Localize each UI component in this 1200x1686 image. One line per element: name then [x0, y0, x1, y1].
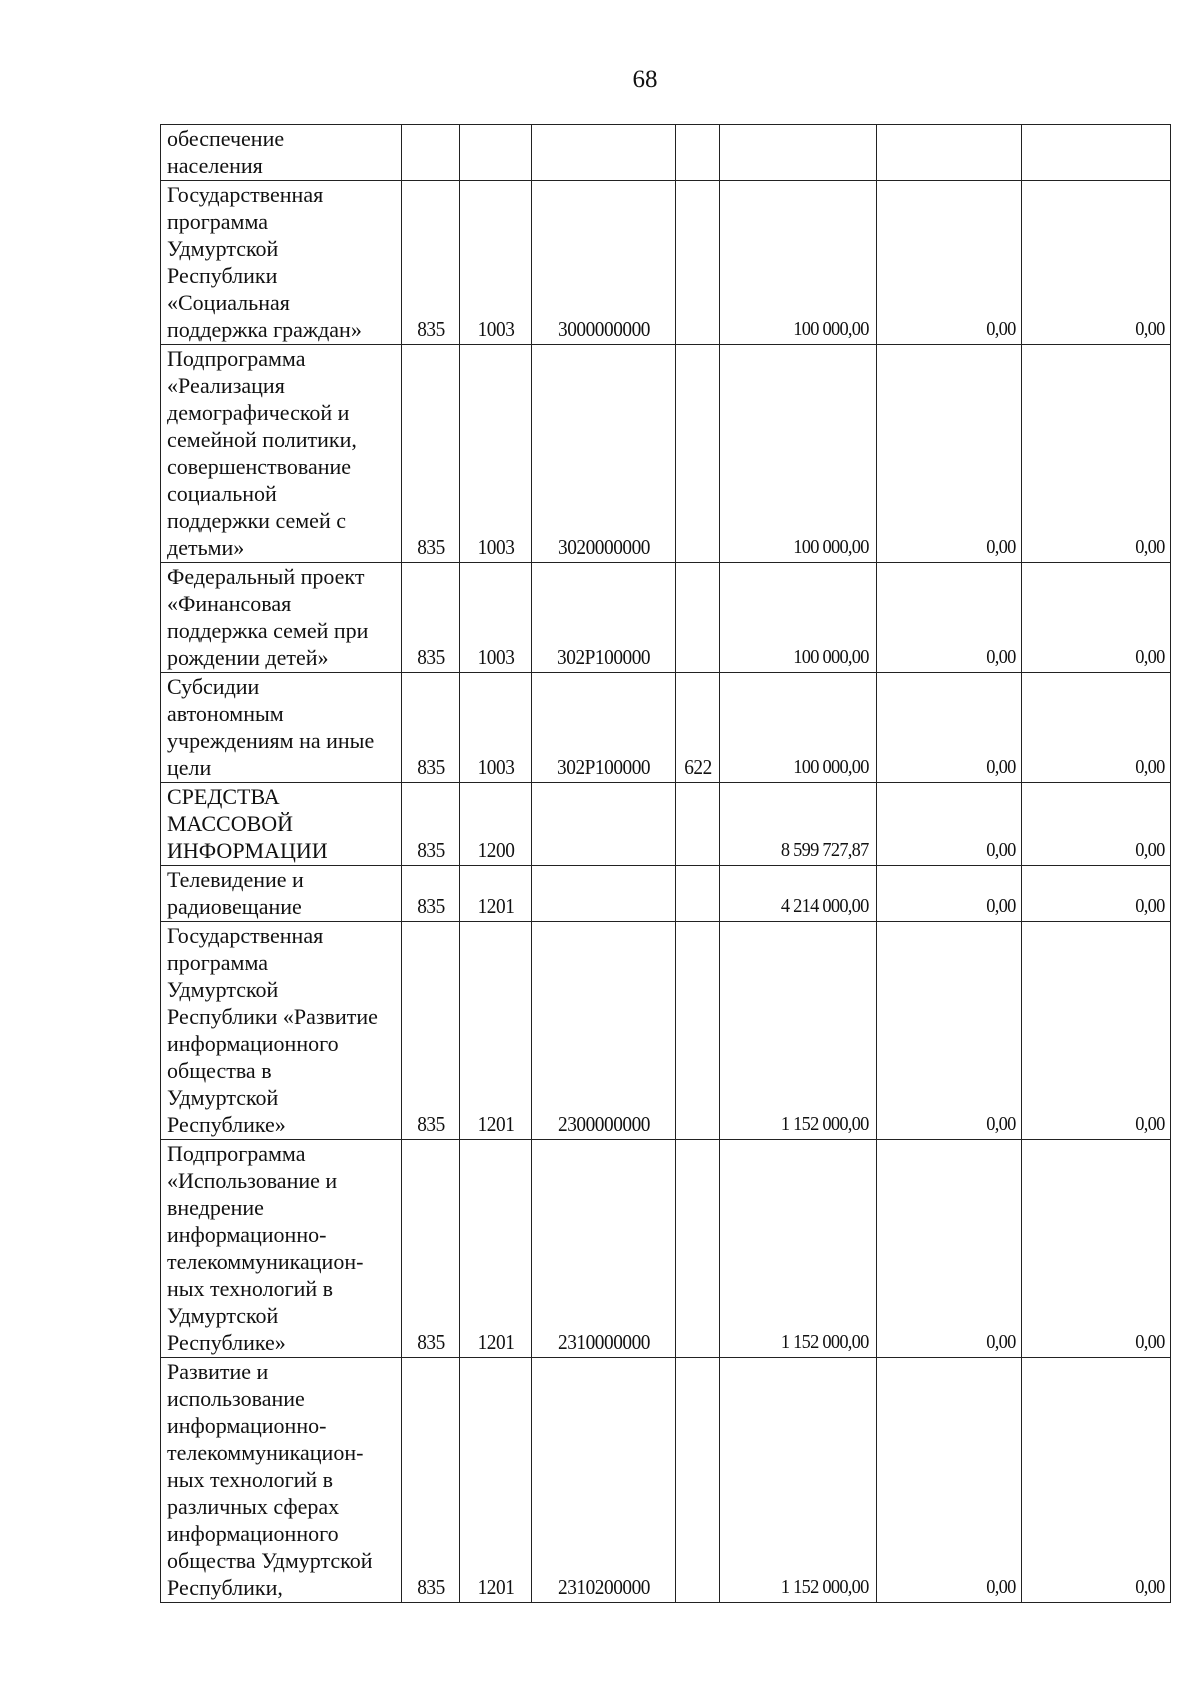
- row-section-cell: [460, 1358, 532, 1603]
- table-row: [161, 125, 1171, 181]
- row-target-article-cell: [532, 1358, 676, 1603]
- row-amount-3-value: 0,00: [1135, 536, 1165, 558]
- row-amount-3-value: 0,00: [1135, 839, 1165, 861]
- row-section-value: 1201: [477, 1112, 514, 1136]
- row-target-article-value: 302P100000: [556, 755, 651, 779]
- row-name-cell: Государственная программа Удмуртской Республики «Развитие информационного общества в Удмуртской Республике»: [161, 922, 402, 1140]
- row-amount-1-cell: [720, 181, 877, 345]
- row-amount-2-value: 0,00: [986, 646, 1016, 668]
- row-amount-2-value: 0,00: [986, 756, 1016, 778]
- row-name-cell: Подпрограмма «Реализация демографической и семейной политики, совершенствование социальной поддержки семей с детьми»: [161, 345, 402, 563]
- row-target-article-value: 2310200000: [557, 1575, 650, 1599]
- row-amount-2-cell: [877, 1358, 1022, 1603]
- row-expense-type-cell: [676, 563, 720, 673]
- row-ved-value: 835: [416, 894, 445, 918]
- row-amount-2-cell: [877, 125, 1022, 181]
- table-row: [161, 181, 1171, 345]
- row-name-cell: Развитие и использование информационно- телекоммуникацион- ных технологий в различных сферах информационного общества Удмуртской Республики,: [161, 1358, 402, 1603]
- row-amount-3-value: 0,00: [1135, 895, 1165, 917]
- row-amount-1-cell: [720, 783, 877, 866]
- row-amount-3-cell: [1022, 181, 1171, 345]
- row-expense-type-cell: [676, 673, 720, 783]
- row-amount-2-cell: [877, 1140, 1022, 1358]
- row-section-value: 1003: [477, 535, 514, 559]
- row-target-article-cell: [532, 922, 676, 1140]
- row-section-value: 1201: [477, 1330, 514, 1354]
- row-target-article-value: 3020000000: [557, 535, 650, 559]
- table-row: [161, 783, 1171, 866]
- row-amount-1-value: 1 152 000,00: [780, 1576, 869, 1598]
- row-amount-3-value: 0,00: [1135, 1113, 1165, 1135]
- row-amount-3-cell: [1022, 866, 1171, 922]
- row-name-cell: СРЕДСТВА МАССОВОЙ ИНФОРМАЦИИ: [161, 783, 402, 866]
- row-section-cell: [460, 673, 532, 783]
- row-ved-value: 835: [416, 535, 445, 559]
- row-target-article-cell: [532, 783, 676, 866]
- row-section-value: 1003: [477, 755, 514, 779]
- row-name-cell: Федеральный проект «Финансовая поддержка семей при рождении детей»: [161, 563, 402, 673]
- row-target-article-cell: [532, 345, 676, 563]
- row-amount-3-cell: [1022, 1140, 1171, 1358]
- table-row: [161, 922, 1171, 1140]
- row-amount-2-value: 0,00: [986, 1113, 1016, 1135]
- row-ved-cell: [402, 783, 460, 866]
- row-amount-1-value: 1 152 000,00: [780, 1113, 869, 1135]
- row-section-cell: [460, 922, 532, 1140]
- row-ved-cell: [402, 673, 460, 783]
- row-amount-1-cell: [720, 922, 877, 1140]
- row-amount-2-value: 0,00: [986, 1576, 1016, 1598]
- row-section-cell: [460, 563, 532, 673]
- row-ved-cell: [402, 125, 460, 181]
- row-expense-type-cell: [676, 922, 720, 1140]
- row-ved-cell: [402, 1358, 460, 1603]
- row-ved-value: 835: [416, 838, 445, 862]
- row-section-value: 1200: [477, 838, 514, 862]
- table-row: [161, 345, 1171, 563]
- row-expense-type-cell: [676, 345, 720, 563]
- row-amount-1-cell: [720, 673, 877, 783]
- row-amount-2-cell: [877, 673, 1022, 783]
- row-amount-2-value: 0,00: [986, 839, 1016, 861]
- row-target-article-cell: [532, 181, 676, 345]
- row-target-article-value: 2300000000: [557, 1112, 650, 1136]
- row-amount-3-value: 0,00: [1135, 1576, 1165, 1598]
- row-amount-1-cell: [720, 1358, 877, 1603]
- row-name-cell: Субсидии автономным учреждениям на иные цели: [161, 673, 402, 783]
- row-expense-type-cell: [676, 783, 720, 866]
- row-ved-value: 835: [416, 317, 445, 341]
- table-row: [161, 563, 1171, 673]
- row-name-cell: Телевидение и радиовещание: [161, 866, 402, 922]
- row-section-cell: [460, 345, 532, 563]
- row-amount-1-value: 1 152 000,00: [780, 1331, 869, 1353]
- row-amount-2-value: 0,00: [986, 895, 1016, 917]
- table-row: [161, 673, 1171, 783]
- row-section-cell: [460, 866, 532, 922]
- row-amount-1-cell: [720, 125, 877, 181]
- row-amount-2-cell: [877, 563, 1022, 673]
- table-row: [161, 866, 1171, 922]
- row-amount-2-cell: [877, 181, 1022, 345]
- row-section-cell: [460, 181, 532, 345]
- row-ved-cell: [402, 563, 460, 673]
- row-ved-value: 835: [416, 1330, 445, 1354]
- row-target-article-value: 302P100000: [556, 645, 651, 669]
- row-section-value: 1201: [477, 894, 514, 918]
- row-expense-type-cell: [676, 181, 720, 345]
- row-amount-3-value: 0,00: [1135, 646, 1165, 668]
- row-amount-3-value: 0,00: [1135, 756, 1165, 778]
- row-section-value: 1003: [477, 317, 514, 341]
- row-target-article-cell: [532, 866, 676, 922]
- row-expense-type-cell: [676, 866, 720, 922]
- row-target-article-value: 3000000000: [557, 317, 650, 341]
- row-target-article-cell: [532, 125, 676, 181]
- row-section-value: 1201: [477, 1575, 514, 1599]
- row-amount-1-value: 100 000,00: [793, 318, 869, 340]
- page-number: 68: [632, 66, 658, 93]
- row-amount-2-cell: [877, 783, 1022, 866]
- row-amount-2-cell: [877, 922, 1022, 1140]
- row-amount-3-cell: [1022, 1358, 1171, 1603]
- row-amount-1-value: 8 599 727,87: [780, 839, 869, 861]
- row-ved-cell: [402, 866, 460, 922]
- row-amount-2-value: 0,00: [986, 318, 1016, 340]
- table-row: [161, 1140, 1171, 1358]
- row-amount-3-cell: [1022, 922, 1171, 1140]
- row-section-cell: [460, 1140, 532, 1358]
- row-ved-cell: [402, 922, 460, 1140]
- row-section-value: 1003: [477, 645, 514, 669]
- row-name-cell: Государственная программа Удмуртской Республики «Социальная поддержка граждан»: [161, 181, 402, 345]
- row-ved-value: 835: [416, 1575, 445, 1599]
- row-target-article-cell: [532, 673, 676, 783]
- row-amount-1-value: 100 000,00: [793, 756, 869, 778]
- row-name-cell: обеспечение населения: [161, 125, 402, 181]
- row-expense-type-value: 622: [683, 755, 712, 779]
- row-amount-1-cell: [720, 1140, 877, 1358]
- row-amount-1-value: 4 214 000,00: [780, 895, 869, 917]
- row-name-cell: Подпрограмма «Использование и внедрение информационно- телекоммуникацион- ных технологий в Удмуртской Республике»: [161, 1140, 402, 1358]
- row-ved-cell: [402, 181, 460, 345]
- row-amount-1-value: 100 000,00: [793, 646, 869, 668]
- row-amount-3-value: 0,00: [1135, 318, 1165, 340]
- row-amount-3-cell: [1022, 783, 1171, 866]
- budget-table: [160, 124, 1171, 1603]
- table-row: [161, 1358, 1171, 1603]
- row-ved-cell: [402, 345, 460, 563]
- row-amount-3-cell: [1022, 563, 1171, 673]
- row-amount-2-value: 0,00: [986, 1331, 1016, 1353]
- row-amount-1-value: 100 000,00: [793, 536, 869, 558]
- row-section-cell: [460, 125, 532, 181]
- row-target-article-cell: [532, 1140, 676, 1358]
- row-target-article-cell: [532, 563, 676, 673]
- row-amount-1-cell: [720, 345, 877, 563]
- row-ved-cell: [402, 1140, 460, 1358]
- row-ved-value: 835: [416, 645, 445, 669]
- row-amount-2-value: 0,00: [986, 536, 1016, 558]
- row-section-cell: [460, 783, 532, 866]
- row-amount-1-cell: [720, 563, 877, 673]
- row-target-article-value: 2310000000: [557, 1330, 650, 1354]
- row-expense-type-cell: [676, 1358, 720, 1603]
- row-amount-3-cell: [1022, 345, 1171, 563]
- row-expense-type-cell: [676, 1140, 720, 1358]
- row-amount-1-cell: [720, 866, 877, 922]
- row-amount-3-value: 0,00: [1135, 1331, 1165, 1353]
- row-expense-type-cell: [676, 125, 720, 181]
- table-body: [161, 125, 1171, 1603]
- row-ved-value: 835: [416, 1112, 445, 1136]
- row-amount-3-cell: [1022, 125, 1171, 181]
- row-amount-2-cell: [877, 345, 1022, 563]
- row-ved-value: 835: [416, 755, 445, 779]
- row-amount-3-cell: [1022, 673, 1171, 783]
- row-amount-2-cell: [877, 866, 1022, 922]
